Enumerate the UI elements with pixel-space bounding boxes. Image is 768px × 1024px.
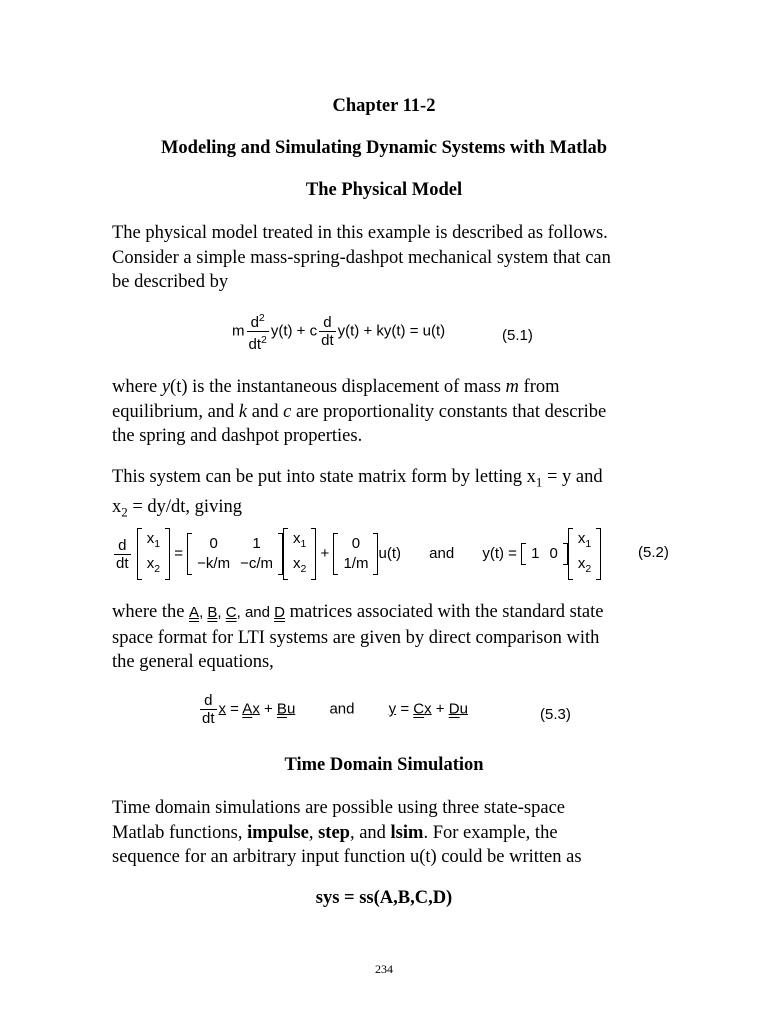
eq-exponent: 2: [261, 334, 267, 346]
italic-var: k: [238, 401, 248, 422]
matrix-symbol: C: [225, 604, 237, 621]
text-run: = dy/dt, giving: [127, 497, 242, 518]
vector-symbol: x: [424, 700, 432, 718]
equation-5-3: [198, 692, 468, 727]
state-x: x: [293, 555, 301, 572]
and-word: and: [329, 700, 355, 718]
equation-5-2: [112, 528, 601, 580]
paragraph-line: [112, 375, 652, 400]
text-run: equilibrium, and: [112, 401, 239, 422]
text-run: , and: [236, 604, 275, 621]
state-x: x: [577, 530, 586, 547]
second-derivative-fraction: [247, 310, 269, 353]
equation-label-5-1: (5.1): [502, 327, 533, 344]
paragraph-where-matrices: [112, 600, 652, 675]
input-term: u(t): [378, 544, 401, 562]
paragraph-where-y: [112, 375, 652, 449]
paragraph-line: [112, 400, 652, 425]
plus-sign: +: [320, 544, 330, 562]
derivative-fraction: [200, 692, 217, 727]
eq-d: d: [200, 692, 217, 710]
paragraph-line: Time domain simulations are possible using three state-space: [112, 798, 565, 818]
subscript: 1: [154, 538, 161, 550]
subscript: 1: [300, 538, 307, 550]
vector-symbol: y: [388, 700, 397, 718]
equals-sign: =: [174, 544, 183, 562]
text-run: = y and: [542, 467, 603, 487]
document-title: Modeling and Simulating Dynamic Systems with Matlab: [160, 138, 608, 158]
text-run: from: [518, 377, 560, 397]
equals-sign: =: [396, 700, 414, 718]
state-x: x: [293, 530, 301, 547]
derivative-fraction: [114, 537, 131, 572]
plus-sign: +: [259, 700, 277, 718]
paragraph-line: [112, 465, 652, 495]
vector-symbol: u: [459, 700, 468, 718]
text-run: are proportionality constants that describe: [291, 401, 607, 422]
paragraph-state-matrix: [112, 465, 652, 525]
text-run: ,: [308, 822, 319, 843]
state-x: x: [577, 555, 586, 572]
matrix-b: [333, 533, 378, 575]
text-run: ,: [217, 604, 226, 621]
text-run: This system can be put into state matrix form by letting x: [112, 467, 536, 487]
eq-exponent: 2: [258, 312, 265, 324]
and-word: and: [429, 544, 455, 562]
first-derivative-fraction: [319, 314, 336, 349]
paragraph-line: the general equations,: [112, 652, 274, 672]
text-run: Matlab functions,: [112, 822, 248, 843]
matrix-symbol: B: [207, 604, 218, 621]
subscript: 2: [154, 563, 161, 575]
vector-symbol: u: [286, 700, 296, 718]
vector-symbol: x: [252, 700, 260, 718]
paragraph-line: [112, 600, 652, 626]
equation-label-5-3: (5.3): [540, 706, 571, 723]
text-run: matrices associated with the standard state: [284, 602, 604, 622]
subscript: 1: [535, 474, 543, 490]
italic-var: m: [505, 377, 519, 397]
paragraph-line: be described by: [112, 272, 229, 292]
matrix-c: [521, 543, 568, 565]
matrix-cell: −c/m: [240, 555, 274, 572]
vector-symbol: x: [218, 700, 227, 718]
eq-dt: dt: [248, 336, 262, 353]
eq-mass: m: [232, 322, 245, 340]
subscript: 2: [300, 563, 307, 575]
text-run: where the: [112, 602, 190, 622]
state-vector: [283, 528, 316, 580]
matrix-cell: 0: [549, 545, 558, 562]
matrix-cell: −k/m: [197, 555, 231, 572]
text-run: . For example, the: [423, 822, 558, 843]
eq-term: y(t) + ky(t) = u(t): [337, 322, 446, 340]
matrix-symbol: D: [448, 700, 460, 718]
matrix-symbol: A: [189, 604, 200, 621]
eq-dt: dt: [321, 332, 334, 349]
section-heading-time-domain: Time Domain Simulation: [284, 755, 484, 775]
eq-d: d: [114, 537, 131, 555]
matrix-symbol: D: [274, 604, 285, 621]
equation-label-5-2: (5.2): [638, 544, 669, 561]
paragraph-time-domain: [112, 796, 652, 870]
text-run: and: [247, 401, 284, 422]
eq-dt: dt: [116, 554, 129, 572]
paragraph-line: [112, 821, 652, 846]
matrix-symbol: A: [242, 700, 253, 718]
eq-dt: dt: [202, 710, 215, 727]
paragraph-line: The physical model treated in this example is described as follows.: [112, 223, 608, 243]
italic-var: c: [283, 401, 292, 422]
plus-sign: +: [431, 700, 449, 718]
equals-sign: =: [226, 700, 243, 718]
page-number: 234: [375, 962, 393, 976]
state-x: x: [146, 530, 155, 547]
state-x: x: [146, 555, 155, 572]
subscript: 1: [585, 538, 592, 550]
eq-term: y(t) + c: [270, 322, 318, 340]
subscript: 2: [121, 504, 128, 520]
matrix-cell: 0: [209, 535, 218, 552]
equation-5-1: [232, 310, 445, 353]
matrix-cell: 0: [351, 535, 361, 552]
eq-d: d: [250, 314, 259, 331]
paragraph-line: space format for LTI systems are given by direct comparison with: [112, 627, 600, 648]
state-vector: [137, 528, 170, 580]
paragraph-line: the spring and dashpot properties.: [112, 426, 363, 446]
matrix-symbol: B: [276, 700, 287, 718]
text-run: (t) is the instantaneous displacement of mass: [170, 377, 506, 397]
chapter-heading: Chapter 11-2: [332, 96, 436, 116]
matrix-symbol: C: [413, 700, 425, 718]
matrix-cell: 1/m: [343, 555, 369, 572]
state-vector: [568, 528, 601, 580]
text-run: , and: [349, 822, 391, 843]
text-run: ,: [199, 604, 208, 621]
eq-d: d: [319, 314, 336, 332]
function-name: lsim: [390, 822, 424, 843]
function-name: step: [318, 822, 350, 843]
section-heading-physical-model: The Physical Model: [305, 180, 463, 200]
matrix-cell: 1: [252, 535, 261, 552]
text-run: where: [112, 377, 162, 397]
subscript: 2: [585, 563, 592, 575]
matrix-cell: 1: [531, 545, 540, 562]
function-name: impulse: [247, 822, 309, 843]
text-run: x: [112, 497, 122, 518]
matrix-a: [187, 533, 283, 575]
paragraph-line: Consider a simple mass-spring-dashpot mechanical system that can: [112, 247, 611, 268]
paragraph-line: sequence for an arbitrary input function u(t) could be written as: [112, 847, 582, 867]
output-term: y(t) =: [482, 544, 517, 562]
italic-var: y: [161, 377, 171, 397]
code-line: sys = ss(A,B,C,D): [315, 888, 453, 908]
paragraph-intro: [112, 221, 652, 295]
paragraph-line: [112, 495, 652, 525]
